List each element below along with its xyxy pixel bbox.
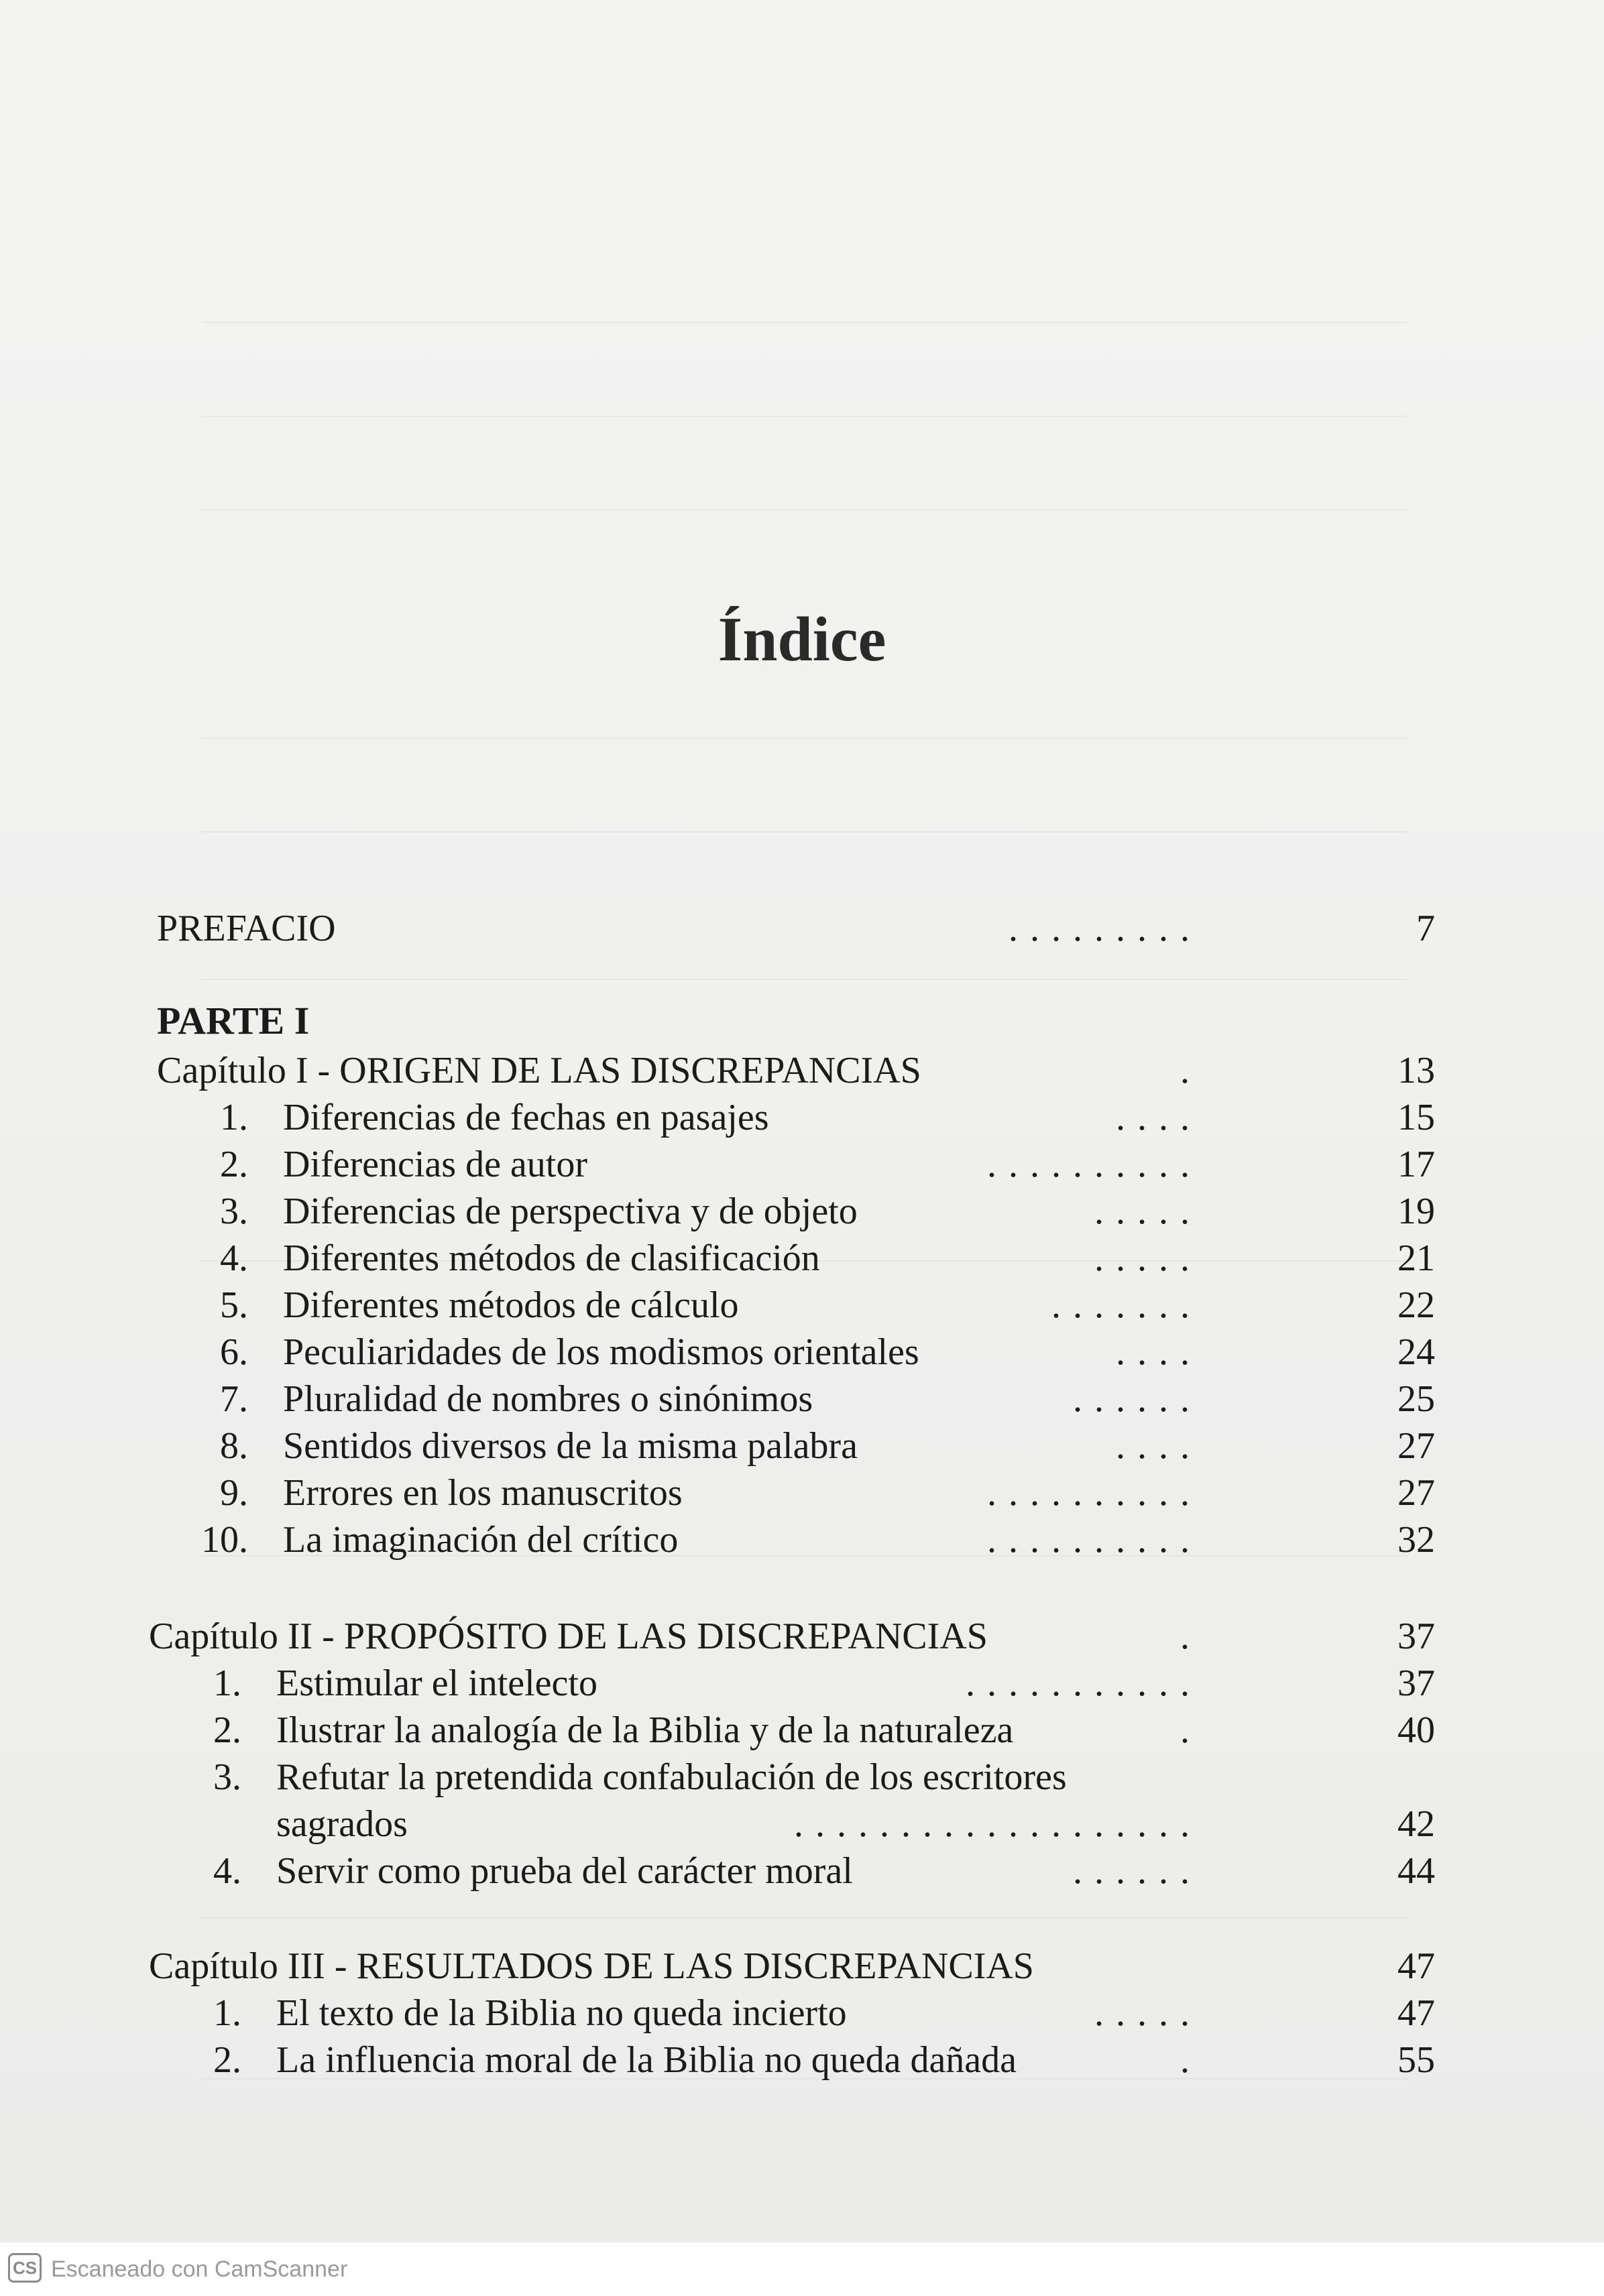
toc-entry-page: 24	[1397, 1331, 1435, 1373]
toc-entry-page: 15	[1397, 1097, 1435, 1138]
toc-entry	[0, 1754, 1604, 1801]
leader-dots: .	[1180, 1709, 1202, 1751]
toc-entry-page: 42	[1397, 1803, 1435, 1845]
toc-entry-page: 22	[1397, 1284, 1435, 1326]
toc-chapter	[0, 1047, 1604, 1094]
bleed-line	[201, 509, 1408, 511]
toc-entry-continuation	[0, 1801, 1604, 1848]
toc-entry-label: Diferentes métodos de cálculo	[283, 1284, 739, 1326]
toc-entry-number: 5.	[220, 1284, 248, 1326]
toc-entry-page: 37	[1397, 1663, 1435, 1704]
leader-dots: .....	[1094, 1191, 1202, 1232]
toc-entry-label: Errores en los manuscritos	[283, 1472, 683, 1514]
toc-entry-number: 3.	[220, 1191, 248, 1232]
toc-entry-number: 4.	[220, 1237, 248, 1279]
leader-dots: ..........	[987, 1472, 1202, 1514]
toc-entry-number: 10.	[201, 1519, 248, 1561]
leader-dots: ..........	[987, 1144, 1202, 1185]
toc-entry-number: 1.	[213, 1992, 241, 2034]
toc-entry-page: 40	[1397, 1709, 1435, 1751]
toc-entry-label: La influencia moral de la Biblia no queda dañada	[276, 2039, 1017, 2081]
toc-entry-label: Refutar la pretendida confabulación de los escritores	[276, 1756, 1067, 1798]
leader-dots: ...........	[966, 1663, 1202, 1704]
toc-entry	[0, 1141, 1604, 1188]
toc-entry-label: La imaginación del crítico	[283, 1519, 679, 1561]
toc-entry-number: 2.	[213, 2039, 241, 2081]
toc-entry-page: 19	[1397, 1191, 1435, 1232]
toc-entry-page: 21	[1397, 1237, 1435, 1279]
toc-entry-number: 9.	[220, 1472, 248, 1514]
toc-entry	[0, 1848, 1604, 1894]
watermark-text: Escaneado con CamScanner	[51, 2256, 348, 2282]
bleed-line	[201, 1917, 1408, 1919]
toc-entry-page: 55	[1397, 2039, 1435, 2081]
toc-entry	[0, 2037, 1604, 2083]
bleed-line	[201, 979, 1408, 980]
toc-entry-label: Sentidos diversos de la misma palabra	[283, 1425, 858, 1467]
toc-entry	[0, 1707, 1604, 1754]
leader-dots: ....	[1116, 1331, 1202, 1373]
toc-entry-number: 1.	[220, 1097, 248, 1138]
leader-dots: ...................	[794, 1803, 1202, 1845]
toc-entry-page: 27	[1397, 1472, 1435, 1514]
bleed-line	[201, 831, 1408, 833]
toc-entry-label-continued: sagrados	[276, 1803, 408, 1845]
leader-dots: .....	[1094, 1237, 1202, 1279]
toc-entry-page: 7	[1416, 908, 1435, 949]
toc-entry	[0, 1094, 1604, 1141]
toc-entry	[0, 1423, 1604, 1469]
leader-dots: .	[1180, 2039, 1202, 2081]
toc-entry-label: Diferencias de fechas en pasajes	[283, 1097, 769, 1138]
toc-entry	[0, 1282, 1604, 1329]
toc-entry-number: 2.	[213, 1709, 241, 1751]
toc-chapter-page: 37	[1397, 1616, 1435, 1657]
toc-entry-label: Pluralidad de nombres o sinónimos	[283, 1378, 813, 1420]
toc-chapter	[0, 1943, 1604, 1990]
toc-chapter-label: Capítulo I - ORIGEN DE LAS DISCREPANCIAS	[157, 1050, 921, 1091]
leader-dots: ....	[1116, 1097, 1202, 1138]
toc-entry-number: 1.	[213, 1663, 241, 1704]
toc-entry-label: Diferencias de perspectiva y de objeto	[283, 1191, 858, 1232]
toc-entry	[0, 1469, 1604, 1516]
toc-chapter-label: Capítulo II - PROPÓSITO DE LAS DISCREPANCIAS	[149, 1616, 988, 1657]
toc-entry	[0, 1516, 1604, 1563]
toc-chapter-page: 13	[1397, 1050, 1435, 1091]
toc-entry	[0, 1188, 1604, 1235]
leader-dots: .	[1180, 1616, 1202, 1657]
toc-entry	[0, 1376, 1604, 1423]
toc-entry-number: 3.	[213, 1756, 241, 1798]
toc-entry-page: 47	[1397, 1992, 1435, 2034]
toc-entry-number: 7.	[220, 1378, 248, 1420]
leader-dots: ......	[1073, 1378, 1202, 1420]
toc-chapter	[0, 1613, 1604, 1660]
toc-entry-label: Diferentes métodos de clasificación	[283, 1237, 820, 1279]
scanner-watermark-bar	[0, 2242, 1604, 2296]
toc-entry-page: 27	[1397, 1425, 1435, 1467]
toc-entry-page: 44	[1397, 1850, 1435, 1892]
leader-dots: .......	[1051, 1284, 1202, 1326]
toc-entry-page: 25	[1397, 1378, 1435, 1420]
leader-dots: ....	[1116, 1425, 1202, 1467]
bleed-line	[201, 322, 1408, 323]
leader-dots: .	[1180, 1050, 1202, 1091]
toc-entry-number: 8.	[220, 1425, 248, 1467]
toc-entry-number: 4.	[213, 1850, 241, 1892]
page-title: Índice	[718, 605, 886, 674]
toc-entry-label: Estimular el intelecto	[276, 1663, 597, 1704]
toc-entry-page: 32	[1397, 1519, 1435, 1561]
toc-entry-number: 2.	[220, 1144, 248, 1185]
toc-entry-page: 17	[1397, 1144, 1435, 1185]
toc-chapter-page: 47	[1397, 1945, 1435, 1987]
toc-entry	[0, 1235, 1604, 1282]
bleed-line	[201, 737, 1408, 739]
toc-entry-label: Servir como prueba del carácter moral	[276, 1850, 853, 1892]
leader-dots: ......	[1073, 1850, 1202, 1892]
toc-entry-label: Diferencias de autor	[283, 1144, 587, 1185]
toc-entry-label: Ilustrar la analogía de la Biblia y de la naturaleza	[276, 1709, 1014, 1751]
toc-entry-prefacio	[0, 905, 1604, 952]
toc-entry-label: El texto de la Biblia no queda incierto	[276, 1992, 847, 2034]
toc-entry	[0, 1990, 1604, 2037]
toc-entry-label: PREFACIO	[157, 908, 336, 949]
toc-entry-number: 6.	[220, 1331, 248, 1373]
toc-entry-label: Peculiaridades de los modismos orientales	[283, 1331, 919, 1373]
toc-entry	[0, 1660, 1604, 1707]
leader-dots: ..........	[987, 1519, 1202, 1561]
leader-dots: .....	[1094, 1992, 1202, 2034]
toc-chapter-label: Capítulo III - RESULTADOS DE LAS DISCREPANCIAS	[149, 1945, 1034, 1987]
toc-entry	[0, 1329, 1604, 1376]
camscanner-logo-icon: CS	[8, 2253, 42, 2283]
bleed-line	[201, 416, 1408, 417]
leader-dots: .........	[1009, 908, 1202, 949]
part-heading: PARTE I	[157, 999, 310, 1042]
